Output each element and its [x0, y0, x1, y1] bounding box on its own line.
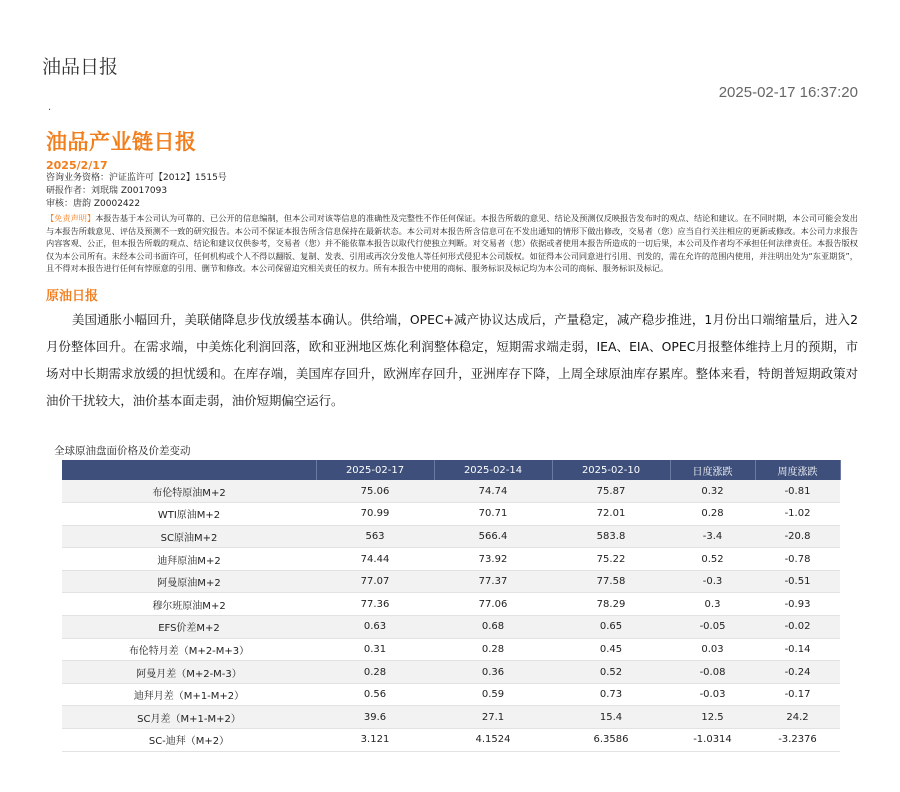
value-cell: -3.2376: [755, 729, 840, 752]
header-cell: 2025-02-10: [552, 460, 670, 480]
value-cell: -0.81: [755, 480, 840, 503]
value-cell: -0.02: [755, 616, 840, 639]
row-label-cell: 阿曼月差（M+2-M-3）: [62, 661, 316, 684]
value-cell: 0.68: [434, 616, 552, 639]
page-title: 油品日报: [42, 56, 119, 78]
row-label-cell: WTI原油M+2: [62, 503, 316, 526]
report-date: 2025/2/17: [46, 159, 108, 172]
value-cell: 0.36: [434, 661, 552, 684]
value-cell: 0.28: [316, 661, 434, 684]
row-label-cell: 阿曼原油M+2: [62, 570, 316, 593]
value-cell: 72.01: [552, 503, 670, 526]
value-cell: 0.52: [670, 548, 755, 571]
value-cell: 75.06: [316, 480, 434, 503]
header-cell: 日度涨跌: [670, 460, 755, 480]
disclaimer-tag: 【免责声明】: [46, 213, 96, 223]
bullet-dot: .: [48, 102, 52, 113]
value-cell: 39.6: [316, 706, 434, 729]
value-cell: 0.31: [316, 638, 434, 661]
value-cell: -0.78: [755, 548, 840, 571]
reviewer-line: 审核：唐韵 Z0002422: [46, 199, 141, 209]
row-label-cell: 布伦特原油M+2: [62, 480, 316, 503]
table-row: [62, 616, 840, 639]
value-cell: 74.44: [316, 548, 434, 571]
value-cell: 0.3: [670, 593, 755, 616]
value-cell: 0.32: [670, 480, 755, 503]
value-cell: -0.08: [670, 661, 755, 684]
disclaimer-text: 本报告基于本公司认为可靠的、已公开的信息编制，但本公司对该等信息的准确性及完整性不作任何保证。本报告所载的意见、结论及预测仅反映报告发布时的观点、结论和建议。在不同时期，本公司可能会发出与本报告所载意见、评估及预测不一致的研究报告。本公司不保证本报告所含信息保持在最新状态。本公司对本报告所含信息可在不发出通知的情形下做出修改，交易者（您）应当自行关注相应的更新或修改。本公司力求报告内容客观、公正，但本报告所载的观点、结论和建议仅供参考，交易者（您）并不能依靠本报告以取代行使独立判断。对交易者（您）依据或者使用本报告所造成的一切后果，本公司及作者均不承担任何法律责任。本报告版权仅为本公司所有。未经本公司书面许可，任何机构或个人不得以翻版、复制、发表、引用或再次分发他人等任何形式侵犯本公司版权。如征得本公司同意进行引用、刊发的，需在允许的范围内使用，并注明出处为“东亚期货”，且不得对本报告进行任何有悖原意的引用、删节和修改。本公司保留追究相关责任的权力。所有本报告中使用的商标、服务标识及标记均为本公司的商标、服务标识及标记。: [46, 213, 858, 274]
row-label-cell: SC原油M+2: [62, 525, 316, 548]
table-row: [62, 480, 840, 503]
header-cell: [62, 460, 316, 480]
value-cell: 73.92: [434, 548, 552, 571]
table-row: [62, 661, 840, 684]
value-cell: 77.58: [552, 570, 670, 593]
row-label-cell: 迪拜原油M+2: [62, 548, 316, 571]
table-row: [62, 593, 840, 616]
row-label-cell: 穆尔班原油M+2: [62, 593, 316, 616]
value-cell: 12.5: [670, 706, 755, 729]
value-cell: 0.59: [434, 683, 552, 706]
value-cell: 0.03: [670, 638, 755, 661]
value-cell: -0.51: [755, 570, 840, 593]
price-table-section: [52, 443, 840, 752]
value-cell: 0.63: [316, 616, 434, 639]
header-cell: 周度涨跌: [755, 460, 840, 480]
table-row: [62, 503, 840, 526]
value-cell: 70.71: [434, 503, 552, 526]
value-cell: -1.0314: [670, 729, 755, 752]
value-cell: 77.06: [434, 593, 552, 616]
value-cell: 4.1524: [434, 729, 552, 752]
value-cell: 3.121: [316, 729, 434, 752]
value-cell: -1.02: [755, 503, 840, 526]
value-cell: -3.4: [670, 525, 755, 548]
value-cell: 77.36: [316, 593, 434, 616]
value-cell: 77.37: [434, 570, 552, 593]
value-cell: -0.03: [670, 683, 755, 706]
value-cell: 0.56: [316, 683, 434, 706]
value-cell: -0.93: [755, 593, 840, 616]
value-cell: 0.45: [552, 638, 670, 661]
value-cell: -0.17: [755, 683, 840, 706]
value-cell: -20.8: [755, 525, 840, 548]
row-label-cell: SC-迪拜（M+2）: [62, 729, 316, 752]
value-cell: 6.3586: [552, 729, 670, 752]
report-body: [46, 126, 858, 414]
header-cell: 2025-02-17: [316, 460, 434, 480]
analysis-paragraph: 美国通胀小幅回升，美联储降息步伐放缓基本确认。供给端，OPEC+减产协议达成后，产量稳定，减产稳步推进，1月份出口端缩量后，进入2月份整体回升。在需求端，中美炼化利润回落，欧和亚洲地区炼化利润整体稳定，短期需求端走弱，IEA、EIA、OPEC月报整体维持上月的预期，市场对中长期需求放缓的担忧缓和。在库存端，美国库存回升，欧洲库存回升，亚洲库存下降，上周全球原油库存累库。整体来看，特朗普短期政策对油价干扰较大，油价基本面走弱，油价短期偏空运行。: [46, 311, 858, 408]
value-cell: 78.29: [552, 593, 670, 616]
row-label-cell: 迪拜月差（M+1-M+2）: [62, 683, 316, 706]
table-row: [62, 729, 840, 752]
value-cell: 0.73: [552, 683, 670, 706]
value-cell: 24.2: [755, 706, 840, 729]
value-cell: 0.52: [552, 661, 670, 684]
price-table: [62, 460, 841, 752]
value-cell: 583.8: [552, 525, 670, 548]
row-label-cell: EFS价差M+2: [62, 616, 316, 639]
value-cell: 0.65: [552, 616, 670, 639]
value-cell: -0.14: [755, 638, 840, 661]
header-cell: 2025-02-14: [434, 460, 552, 480]
value-cell: -0.3: [670, 570, 755, 593]
table-row: [62, 683, 840, 706]
value-cell: 75.22: [552, 548, 670, 571]
value-cell: 0.28: [670, 503, 755, 526]
table-row: [62, 638, 840, 661]
value-cell: 75.87: [552, 480, 670, 503]
table-row: [62, 706, 840, 729]
value-cell: 74.74: [434, 480, 552, 503]
value-cell: 15.4: [552, 706, 670, 729]
disclaimer: [46, 212, 858, 275]
table-row: [62, 548, 840, 571]
value-cell: -0.05: [670, 616, 755, 639]
value-cell: 563: [316, 525, 434, 548]
table-row: [62, 570, 840, 593]
table-body: [62, 480, 840, 751]
table-row: [62, 525, 840, 548]
value-cell: 70.99: [316, 503, 434, 526]
value-cell: 566.4: [434, 525, 552, 548]
value-cell: 77.07: [316, 570, 434, 593]
value-cell: 0.28: [434, 638, 552, 661]
author-line: 研报作者：刘珉瑞 Z0017093: [46, 186, 168, 196]
timestamp: 2025-02-17 16:37:20: [718, 84, 858, 101]
row-label-cell: 布伦特月差（M+2-M+3）: [62, 638, 316, 661]
value-cell: 27.1: [434, 706, 552, 729]
row-label-cell: SC月差（M+1-M+2）: [62, 706, 316, 729]
section-title: 原油日报: [46, 288, 99, 304]
value-cell: -0.24: [755, 661, 840, 684]
table-header-row: [62, 460, 840, 480]
qualification-line: 咨询业务资格：沪证监许可【2012】1515号: [46, 173, 227, 183]
table-caption: 全球原油盘面价格及价差变动: [54, 445, 191, 457]
report-title: 油品产业链日报: [46, 130, 197, 154]
